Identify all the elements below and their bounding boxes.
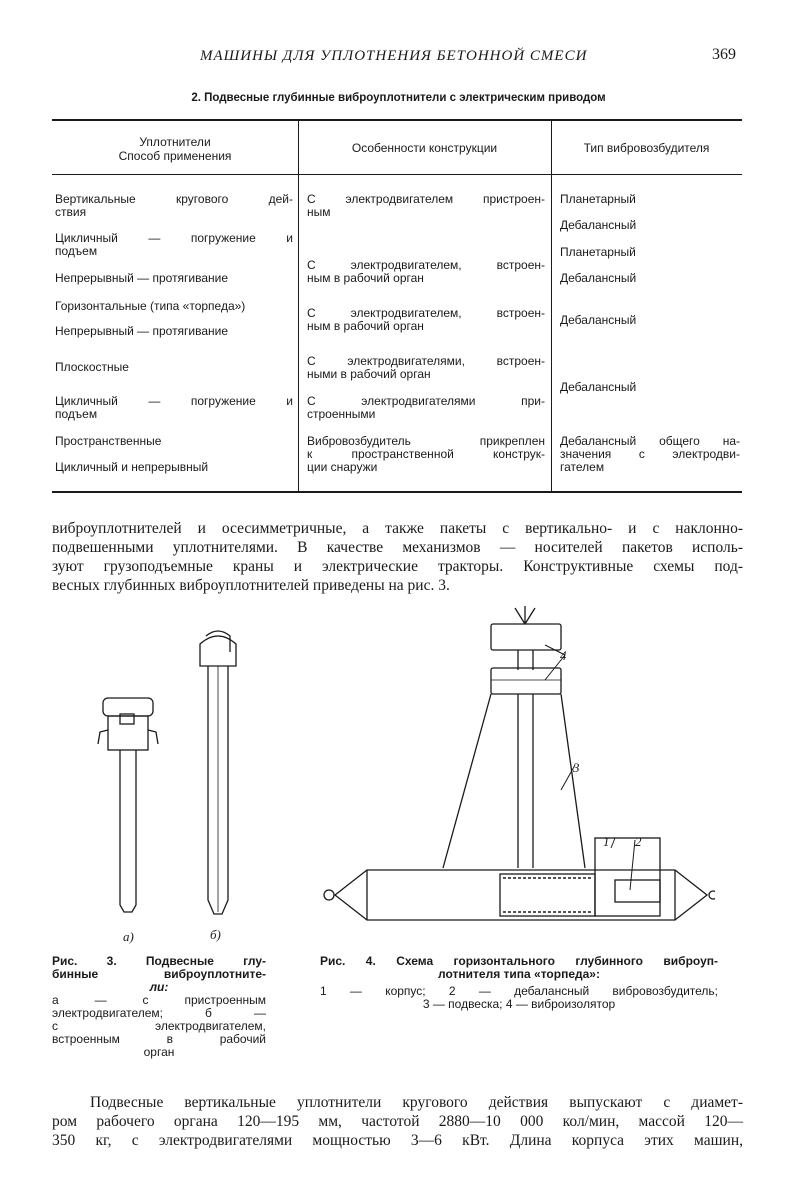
caption-body-line: с электродвигателем, <box>52 1019 266 1033</box>
table-cell: Цикличный и непрерывный <box>55 460 209 474</box>
table-cell: ции снаружи <box>307 460 378 474</box>
caption-body-line: орган <box>143 1045 175 1059</box>
caption-body-line: встроенным в рабочий <box>52 1032 266 1046</box>
callout-4-label: 4 <box>560 648 567 663</box>
equipment-table <box>52 119 742 493</box>
lifting-hook-arrows <box>515 606 535 624</box>
table-cell: Дебалансный общего на- <box>560 434 740 448</box>
callout-1-label: 1 <box>603 834 610 849</box>
legend-line: 3 — подвеска; 4 — виброизолятор <box>422 997 616 1011</box>
table-cell: Пространственные <box>55 434 162 448</box>
table-cell: гателем <box>560 460 605 474</box>
paragraph-2 <box>52 1093 743 1150</box>
header-col2: Особенности конструкции <box>351 141 498 155</box>
table-cell: Цикличный — погружение и <box>55 394 293 408</box>
motor-section-shape <box>500 874 595 916</box>
text-line: 350 кг, с электродвигателями мощностью 3—6 кВт. Длина корпуса этих машин, <box>52 1132 743 1149</box>
text-line: ром рабочего органа 120—195 мм, частотой 2880—10 000 кол/мин, массой 120— <box>52 1113 743 1130</box>
text-line: виброуплотнителей и осесимметричные, а также пакеты с вертикально- и с наклонно- <box>52 520 743 537</box>
callout-1-leader <box>611 838 615 848</box>
table-cell: Дебалансный <box>560 313 637 327</box>
header-col1-line1: Уплотнители <box>139 135 211 149</box>
table-cell: к пространственной конструк- <box>307 447 545 461</box>
paragraph-1 <box>52 519 743 595</box>
table-cell: Плоскостные <box>55 360 129 374</box>
caption-body-line: электродвигателем; б — <box>52 1006 266 1020</box>
table-cell: Непрерывный — протягивание <box>55 271 229 285</box>
table-cell: Дебалансный <box>560 380 637 394</box>
table-cell: С электродвигателем, встроен- <box>307 258 545 272</box>
header-col1 <box>52 135 298 163</box>
header-col3: Тип вибровозбудителя <box>583 141 710 155</box>
table-cell: Планетарный <box>560 192 636 206</box>
vibrator-b-head <box>206 631 230 652</box>
table-cell: С электродвигателями при- <box>307 394 545 408</box>
winding-hatch <box>503 878 593 912</box>
table-cell: Горизонтальные (типа «торпеда») <box>55 299 246 313</box>
table-cell: ным в рабочий орган <box>307 319 424 333</box>
caption-title-line: Рис. 3. Подвесные глу- <box>52 954 266 968</box>
table-bottom-rule <box>52 491 742 493</box>
caption-title-line: бинные виброуплотните- <box>52 967 266 981</box>
table-cell: ствия <box>55 205 87 219</box>
table-cell: строенными <box>307 407 376 421</box>
caption-title-line: лотнителя типа «торпеда»: <box>438 967 600 981</box>
table-cell: С электродвигателем, встроен- <box>307 306 545 320</box>
rear-eye-shape <box>709 891 715 899</box>
table-cell: С электродвигателями, встроен- <box>307 354 545 368</box>
table-top-rule <box>52 119 742 121</box>
caption-title-line: ли: <box>149 980 169 994</box>
text-line: Подвесные вертикальные уплотнители кругового действия выпускают с диамет- <box>90 1094 743 1111</box>
text-line: зуют грузоподъемные краны и электрические тракторы. Конструктивные схемы под- <box>52 558 743 575</box>
lower-isolator-shape <box>491 668 561 694</box>
table-cell: Планетарный <box>560 245 636 259</box>
front-eye-shape <box>324 890 334 900</box>
callout-2-label: 2 <box>635 834 642 849</box>
table-cell: Вибровозбудитель прикреплен <box>307 434 545 448</box>
table-col-divider-2 <box>551 121 552 491</box>
debalance-exciter-shape <box>615 880 660 902</box>
callout-3-label: 3 <box>573 760 580 775</box>
caption-title-line: Рис. 4. Схема горизонтального глубинного виброуп- <box>320 954 718 968</box>
table-caption: 2. Подвесные глубинные виброуплотнители с электрическим приводом <box>191 92 606 104</box>
table-cell: ными в рабочий орган <box>307 367 431 381</box>
figure-3-label-a: а) <box>123 929 134 944</box>
suspension-frame-shape <box>443 694 585 868</box>
table-cell: Вертикальные кругового дей- <box>55 192 293 206</box>
table-cell: ным <box>307 205 331 219</box>
table-header-rule <box>52 174 742 175</box>
motor-cap-shape <box>103 698 153 716</box>
figure-4-drawing <box>315 600 715 940</box>
figure-3-drawing <box>90 620 250 920</box>
caption-body-line: а — с пристроенным <box>52 993 266 1007</box>
text-line: подвешенными уплотнителями. В качестве механизмов — носителей пакетов исполь- <box>52 539 743 556</box>
table-cell: подъем <box>55 244 98 258</box>
vibrator-a-body <box>120 750 136 912</box>
page-number: 369 <box>712 46 736 63</box>
table-cell: Дебалансный <box>560 218 637 232</box>
figure-4-caption <box>320 955 718 1011</box>
legend-line: 1 — корпус; 2 — дебалансный вибровозбудитель; <box>320 984 718 998</box>
header-col1-line2: Способ применения <box>118 149 232 163</box>
vibrator-section-shape <box>595 838 660 916</box>
running-title: МАШИНЫ ДЛЯ УПЛОТНЕНИЯ БЕТОННОЙ СМЕСИ <box>200 48 588 64</box>
table-cell: ным в рабочий орган <box>307 271 424 285</box>
table-cell: значения с электродви- <box>560 447 740 461</box>
table-cell: Цикличный — погружение и <box>55 231 293 245</box>
figure-3-label-b: б) <box>210 927 221 942</box>
motor-housing-shape <box>108 716 148 750</box>
upper-isolator-shape <box>491 624 561 650</box>
text-line: весных глубинных виброуплотнителей приведены на рис. 3. <box>52 577 450 594</box>
table-cell: Непрерывный — протягивание <box>55 324 229 338</box>
table-col-divider-1 <box>298 121 299 491</box>
table-cell: подъем <box>55 407 98 421</box>
table-cell: Дебалансный <box>560 271 637 285</box>
table-cell: С электродвигателем пристроен- <box>307 192 545 206</box>
handle-shape <box>98 730 158 744</box>
figure-3-caption <box>52 955 266 1059</box>
